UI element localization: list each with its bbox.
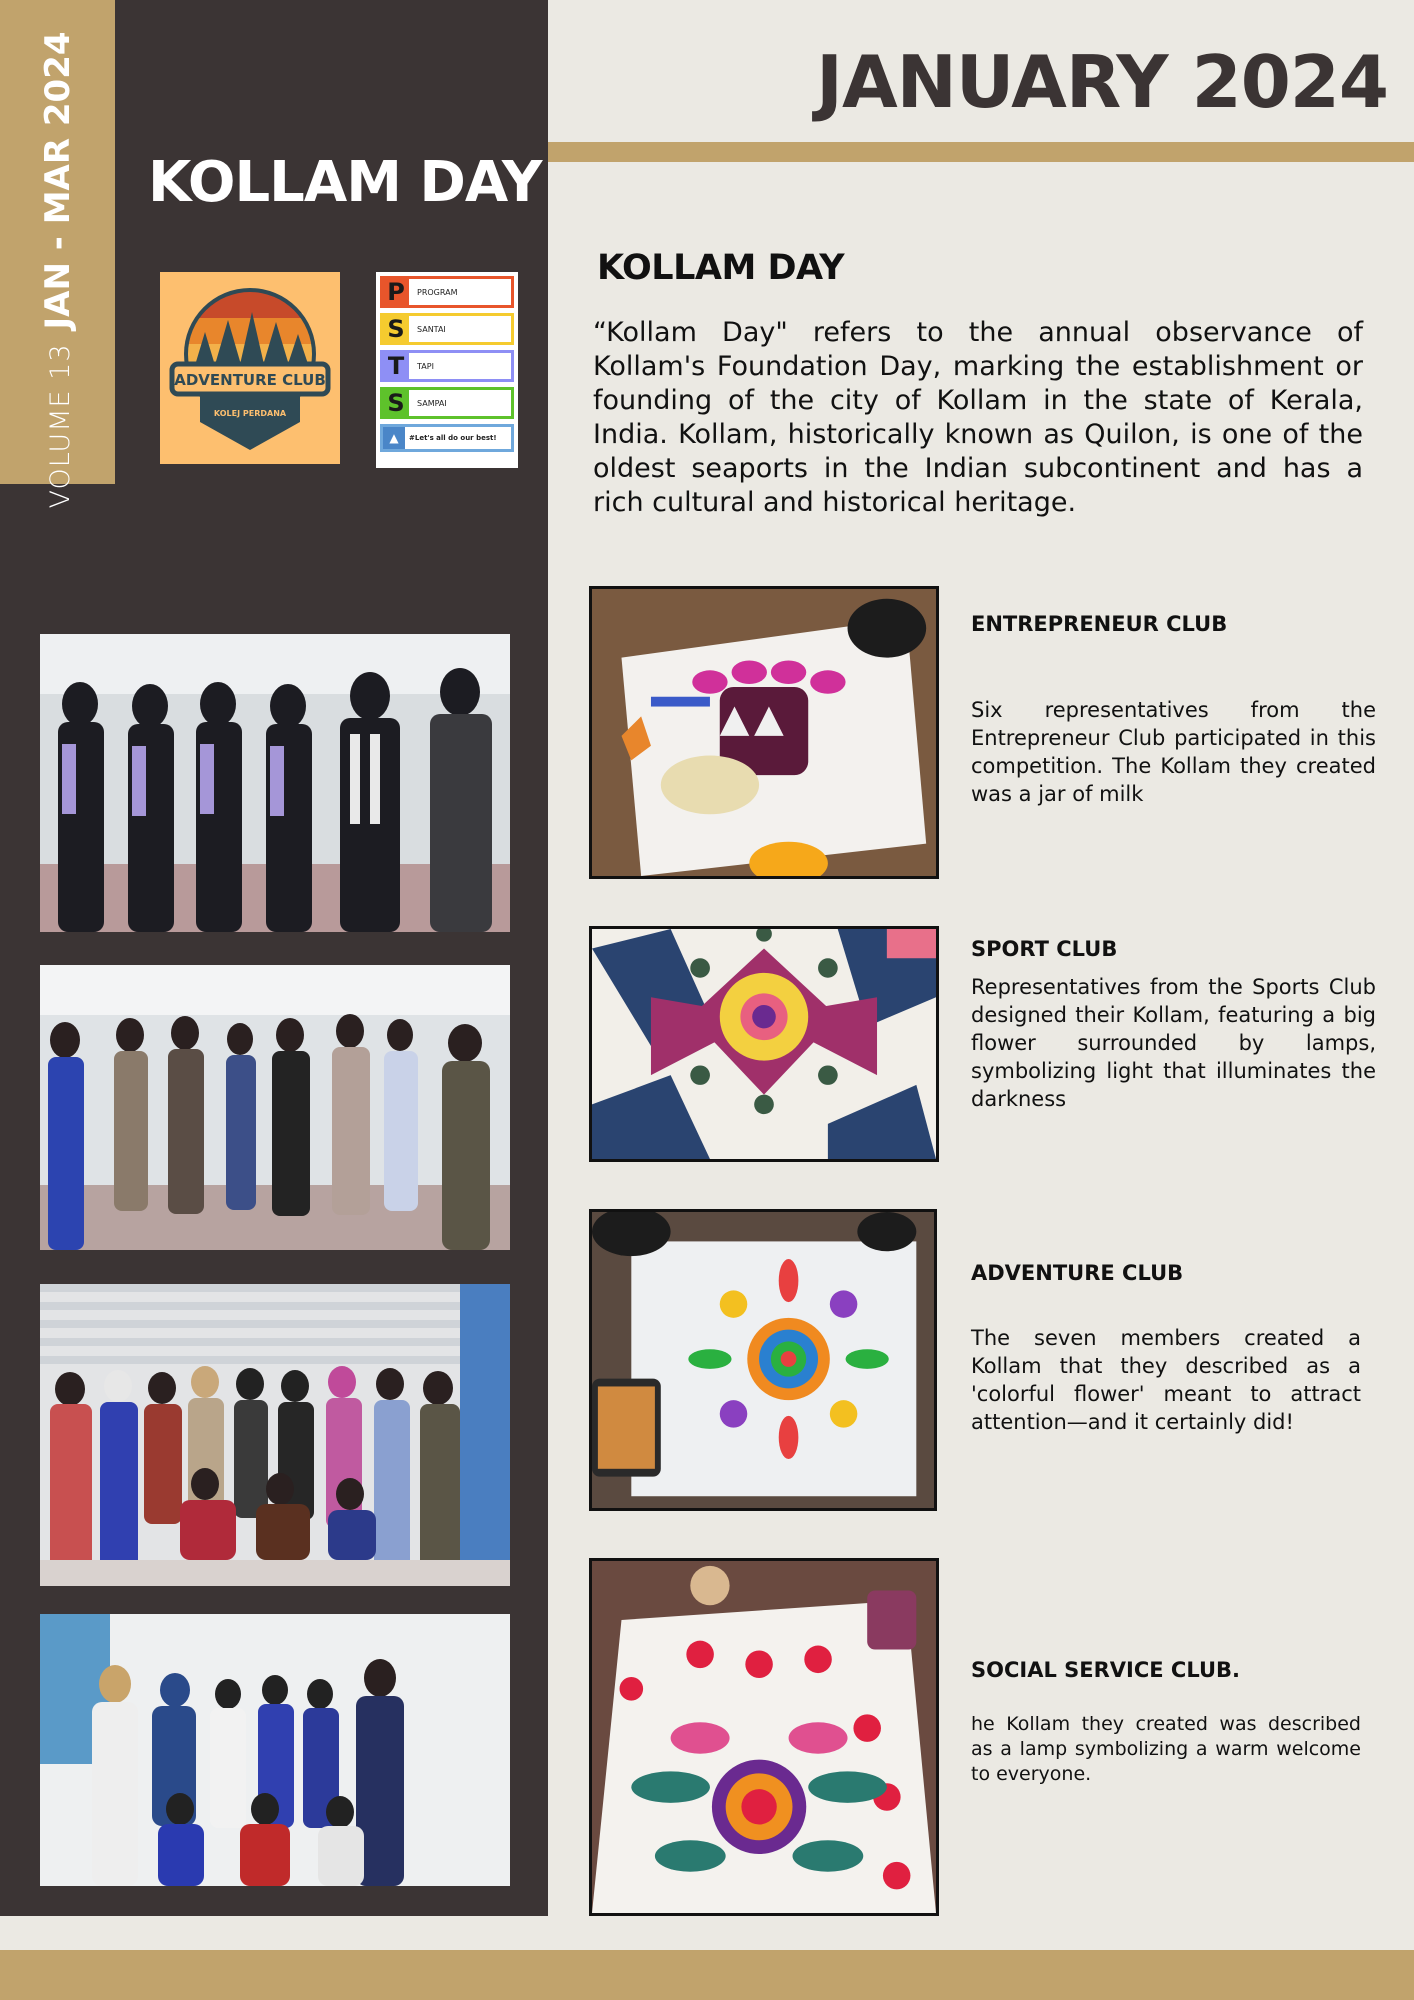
adventure-club-logo bbox=[160, 272, 340, 464]
group-photo-3 bbox=[40, 1284, 510, 1586]
group-photo-4 bbox=[40, 1614, 510, 1886]
psts-tagline-row bbox=[380, 424, 514, 452]
club-desc-adventure: The seven members created a Kollam that they described as a 'colorful flower' meant to attract attention—and it certainly did! bbox=[971, 1326, 1361, 1434]
volume-label: VOLUME 13 bbox=[45, 343, 76, 509]
psts-word: TAPI bbox=[417, 361, 434, 371]
club-desc-sport: Representatives from the Sports Club designed their Kollam, featuring a big flower surrounded by lamps, symbolizing light that illuminates the darkness bbox=[971, 975, 1376, 1111]
month-title: JANUARY 2024 bbox=[816, 40, 1388, 124]
svg-text:KOLEJ PERDANA: KOLEJ PERDANA bbox=[213, 409, 287, 418]
psts-word: SAMPAI bbox=[417, 398, 447, 408]
psts-word: PROGRAM bbox=[417, 287, 458, 297]
club-name-adventure: ADVENTURE CLUB bbox=[971, 1261, 1184, 1285]
psts-word: SANTAI bbox=[417, 324, 446, 334]
kollam-photo-sport bbox=[589, 926, 939, 1162]
volume-info bbox=[38, 31, 78, 508]
club-desc-entrepreneur: Six representatives from the Entrepreneur Club participated in this competition. The Kollam they created was a jar of milk bbox=[971, 698, 1376, 806]
psts-row-santai bbox=[380, 313, 514, 345]
footer-band bbox=[0, 1950, 1414, 2000]
psts-letter: S bbox=[383, 316, 409, 342]
article-intro: “Kollam Day" refers to the annual observance of Kollam's Foundation Day, marking the establishment or founding of the city of Kollam in the state of Kerala, India. Kollam, historically known as Quilon, is one of the oldest seaports in the Indian subcontinent and has a rich cultural and historical heritage. bbox=[593, 317, 1363, 518]
psts-logo bbox=[376, 272, 518, 468]
kollam-photo-social-service bbox=[589, 1558, 939, 1916]
psts-tagline: #Let's all do our best! bbox=[409, 434, 497, 442]
kollam-photo-adventure bbox=[589, 1209, 937, 1511]
svg-text:ADVENTURE CLUB: ADVENTURE CLUB bbox=[174, 371, 326, 389]
article-heading: KOLLAM DAY bbox=[597, 248, 845, 288]
left-title: KOLLAM DAY bbox=[148, 150, 542, 215]
psts-row-tapi bbox=[380, 350, 514, 382]
kollam-photo-entrepreneur bbox=[589, 586, 939, 879]
psts-row-program bbox=[380, 276, 514, 308]
club-name-social-service: SOCIAL SERVICE CLUB. bbox=[971, 1658, 1241, 1682]
club-name-sport: SPORT CLUB bbox=[971, 937, 1118, 961]
psts-letter: T bbox=[383, 353, 409, 379]
psts-row-sampai bbox=[380, 387, 514, 419]
group-photo-1 bbox=[40, 634, 510, 932]
psts-letter: P bbox=[383, 279, 409, 305]
group-photo-2 bbox=[40, 965, 510, 1250]
thumbs-up-icon: ▲ bbox=[383, 427, 405, 449]
volume-range: JAN - MAR 2024 bbox=[38, 31, 78, 330]
club-name-entrepreneur: ENTREPRENEUR CLUB bbox=[971, 612, 1228, 636]
psts-letter: S bbox=[383, 390, 409, 416]
header-divider bbox=[548, 142, 1414, 162]
club-desc-social-service: he Kollam they created was described as a lamp symbolizing a warm welcome to everyone. bbox=[971, 1713, 1361, 1785]
